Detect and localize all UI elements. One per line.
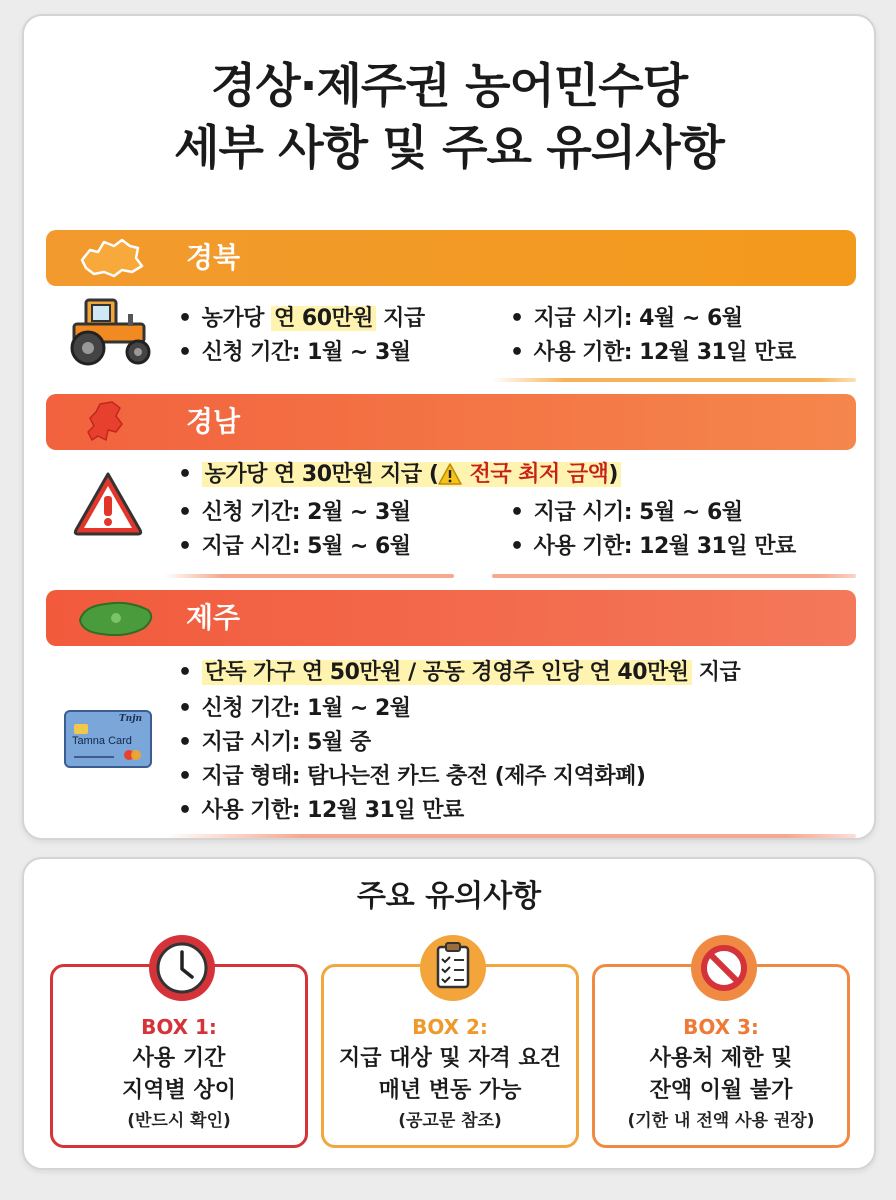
- notes-title: 주요 유의사항: [356, 879, 542, 914]
- gyeongbuk-title: 경북: [186, 241, 241, 274]
- gyeongnam-expiry: • 사용 기한: 12월 31일 만료: [510, 534, 796, 559]
- card-brand-mark: [124, 750, 142, 760]
- note-box-1-line1: 사용 기간: [132, 1046, 226, 1071]
- card-chip: [74, 724, 88, 734]
- tractor-icon: [64, 294, 156, 366]
- gyeongnam-map-icon: [76, 400, 146, 444]
- clock-icon: [147, 933, 217, 1003]
- card-logo: Tnjn: [118, 714, 142, 724]
- jeju-banner: [46, 590, 856, 646]
- note-box-3-line1: 사용처 제한 및: [649, 1046, 793, 1071]
- page-title-line1: 경상·제주권 농어민수당: [210, 59, 688, 114]
- jeju-pay-type: • 지급 형태: 탐나는전 카드 충전 (제주 지역화폐): [178, 764, 646, 789]
- region-details-card: [22, 14, 876, 840]
- note-box-3-line3: (기한 내 전액 사용 권장): [627, 1111, 815, 1131]
- gyeongnam-divider-left: [164, 574, 454, 578]
- note-box-1: [50, 964, 308, 1148]
- note-box-1-head: BOX 1:: [141, 1015, 217, 1039]
- note-box-2-line2: 매년 변동 가능: [378, 1078, 522, 1103]
- gyeongbuk-pay-time: • 지급 시기: 4월 ~ 6월: [510, 306, 743, 331]
- warning-icon: [72, 470, 144, 536]
- jeju-expiry: • 사용 기한: 12월 31일 만료: [178, 798, 464, 823]
- jeju-map-icon: [76, 596, 156, 640]
- note-box-1-line3: (반드시 확인): [127, 1111, 231, 1131]
- gyeongbuk-divider: [492, 378, 856, 382]
- notes-card: [22, 857, 876, 1170]
- card-stripe: [74, 756, 114, 758]
- jeju-pay-time: • 지급 시기: 5월 중: [178, 730, 371, 755]
- note-box-3-line2: 잔액 이월 불가: [649, 1078, 793, 1103]
- jeju-title: 제주: [186, 601, 241, 634]
- page-title-line2: 세부 사항 및 주요 유의사항: [174, 121, 724, 176]
- gyeongbuk-pay-amount: • 농가당 연 60만원 지급: [178, 306, 425, 331]
- gyeongbuk-banner: [46, 230, 856, 286]
- warning-small-icon: [438, 463, 462, 485]
- gyeongnam-apply-period: • 신청 기간: 2월 ~ 3월: [178, 500, 411, 525]
- gyeongnam-pay-time-b: • 지급 시기: 5월 ~ 6월: [510, 500, 743, 525]
- gyeongbuk-expiry: • 사용 기한: 12월 31일 만료: [510, 340, 796, 365]
- tamna-card-icon: [64, 710, 152, 768]
- gyeongnam-divider-right: [492, 574, 856, 578]
- jeju-pay-amount: • 단독 가구 연 50만원 / 공동 경영주 인당 연 40만원 지급: [178, 660, 741, 685]
- note-box-2-head: BOX 2:: [412, 1015, 488, 1039]
- card-label: Tamna Card: [72, 735, 132, 747]
- gyeongnam-banner: [46, 394, 856, 450]
- gyeongbuk-apply-period: • 신청 기간: 1월 ~ 3월: [178, 340, 411, 365]
- gyeongnam-pay-amount: • 농가당 연 30만원 지급 ( 전국 최저 금액): [178, 460, 621, 490]
- jeju-apply-period: • 신청 기간: 1월 ~ 2월: [178, 696, 411, 721]
- page-title: [24, 56, 874, 180]
- note-box-1-line2: 지역별 상이: [122, 1078, 236, 1103]
- note-box-2-line3: (공고문 참조): [398, 1111, 502, 1131]
- clipboard-checklist-icon: [418, 933, 488, 1003]
- gyeongnam-pay-time-a: • 지급 시긴: 5월 ~ 6월: [178, 534, 411, 559]
- gyeongnam-title: 경남: [186, 405, 241, 438]
- note-box-3-head: BOX 3:: [683, 1015, 759, 1039]
- note-box-3: [592, 964, 850, 1148]
- jeju-divider: [164, 834, 856, 838]
- note-box-2: [321, 964, 579, 1148]
- prohibited-icon: [689, 933, 759, 1003]
- gyeongbuk-map-icon: [76, 236, 146, 280]
- note-box-2-line1: 지급 대상 및 자격 요건: [339, 1046, 561, 1071]
